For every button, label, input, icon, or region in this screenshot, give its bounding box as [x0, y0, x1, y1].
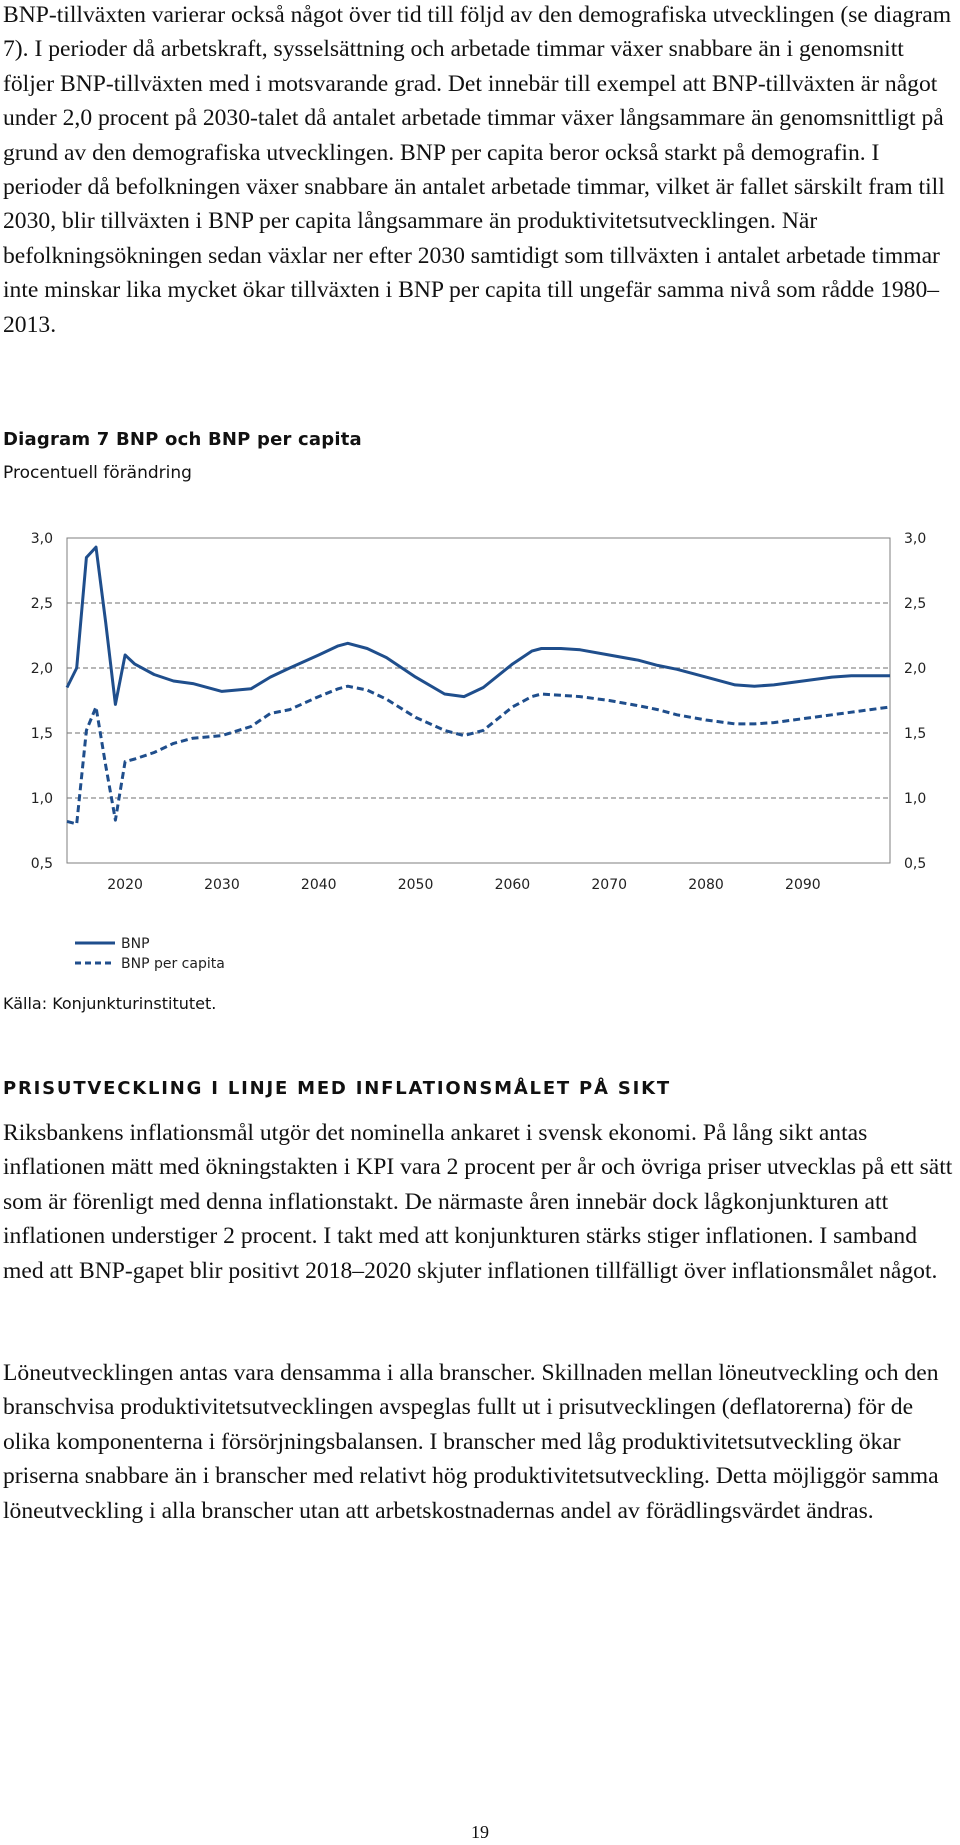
- y-tick-label-right: 1,5: [904, 726, 927, 742]
- y-tick-label-right: 1,0: [904, 791, 927, 807]
- y-axis-right: [904, 531, 926, 872]
- x-tick-label: 2020: [107, 877, 143, 893]
- figure-title: Diagram 7 BNP och BNP per capita: [3, 429, 362, 450]
- y-tick-label-left: 1,5: [30, 726, 53, 742]
- chart-legend: [75, 936, 225, 972]
- x-axis: [107, 877, 820, 893]
- y-tick-label-left: 0,5: [30, 856, 53, 872]
- chart-gridlines: [67, 603, 890, 798]
- body-paragraph-3: Löneutvecklingen antas vara densamma i alla branscher. Skillnaden mellan löneutveckling och den branschvisa produktivitetsutvecklingen avspeglas fullt ut i prisutvecklingen (deflatorerna) för de olika komponenterna i försörjningsbalansen. I branscher med låg produktivitetsutveckling ökar priserna snabbare än i branscher med relativt hög produktivitetsutveckling. Detta möjliggör samma löneutveckling i alla branscher utan att arbetskostnadernas andel av förädlingsvärdet ändras.: [3, 1360, 939, 1524]
- page-number: 19: [471, 1822, 489, 1842]
- y-tick-label-right: 0,5: [904, 856, 927, 872]
- y-tick-label-left: 1,0: [30, 791, 53, 807]
- y-tick-label-left: 3,0: [30, 531, 53, 547]
- y-tick-label-right: 2,5: [904, 596, 927, 612]
- x-tick-label: 2070: [591, 877, 628, 893]
- body-paragraph-2: Riksbankens inflationsmål utgör det nominella ankaret i svensk ekonomi. På lång sikt antas inflationen mätt med ökningstakten i KPI vara 2 procent per år och övriga priser utvecklas på ett sätt som är förenligt med denna inflationstakt. De närmaste åren innebär dock lågkonjunkturen att inflationen understiger 2 procent. I takt med att konjunkturen stärks stiger inflationen. I samband med att BNP-gapet blir positivt 2018–2020 skjuter inflationen tillfälligt över inflationsmålet något.: [3, 1120, 953, 1284]
- x-tick-label: 2060: [494, 877, 531, 893]
- y-tick-label-left: 2,0: [30, 661, 53, 677]
- legend-label-bnp-per-capita: BNP per capita: [121, 956, 225, 972]
- y-tick-label-right: 3,0: [904, 531, 927, 547]
- y-tick-label-right: 2,0: [904, 661, 927, 677]
- x-tick-label: 2040: [300, 877, 337, 893]
- line-chart: [0, 520, 960, 980]
- x-tick-label: 2050: [397, 877, 434, 893]
- figure-source: Källa: Konjunkturinstitutet.: [3, 994, 217, 1013]
- plot-frame: [67, 538, 890, 863]
- y-tick-label-left: 2,5: [30, 596, 53, 612]
- figure-subtitle: Procentuell förändring: [3, 463, 192, 483]
- x-tick-label: 2030: [204, 877, 240, 893]
- chart-series: [67, 547, 890, 824]
- body-paragraph-1: BNP-tillväxten varierar också något över tid till följd av den demografiska utvecklingen (se diagram 7). I perioder då arbetskraft, sysselsättning och arbetade timmar växer snabbare än i genomsnitt följer BNP-tillväxten med i motsvarande grad. Det innebär till exempel att BNP-tillväxten är något under 2,0 procent på 2030-talet då antalet arbetade timmar växer långsammare än genomsnittligt på grund av den demografiska utvecklingen. BNP per capita beror också starkt på demografin. I perioder då befolkningen växer snabbare än antalet arbetade timmar, vilket är fallet särskilt fram till 2030, blir tillväxten i BNP per capita långsammare än produktivitetsutvecklingen. När befolkningsökningen sedan växlar ner efter 2030 samtidigt som tillväxten i antalet arbetade timmar inte minskar lika mycket ökar tillväxten i BNP per capita till ungefär samma nivå som rådde 1980–2013.: [3, 2, 952, 338]
- series-line-bnp-per-capita: [67, 686, 890, 824]
- series-line-bnp: [67, 547, 890, 704]
- x-tick-label: 2080: [688, 877, 724, 893]
- section-heading: PRISUTVECKLING I LINJE MED INFLATIONSMÅLET PÅ SIKT: [3, 1078, 671, 1099]
- legend-label-bnp: BNP: [121, 936, 150, 952]
- x-tick-label: 2090: [785, 877, 821, 893]
- y-axis-left: [31, 531, 53, 872]
